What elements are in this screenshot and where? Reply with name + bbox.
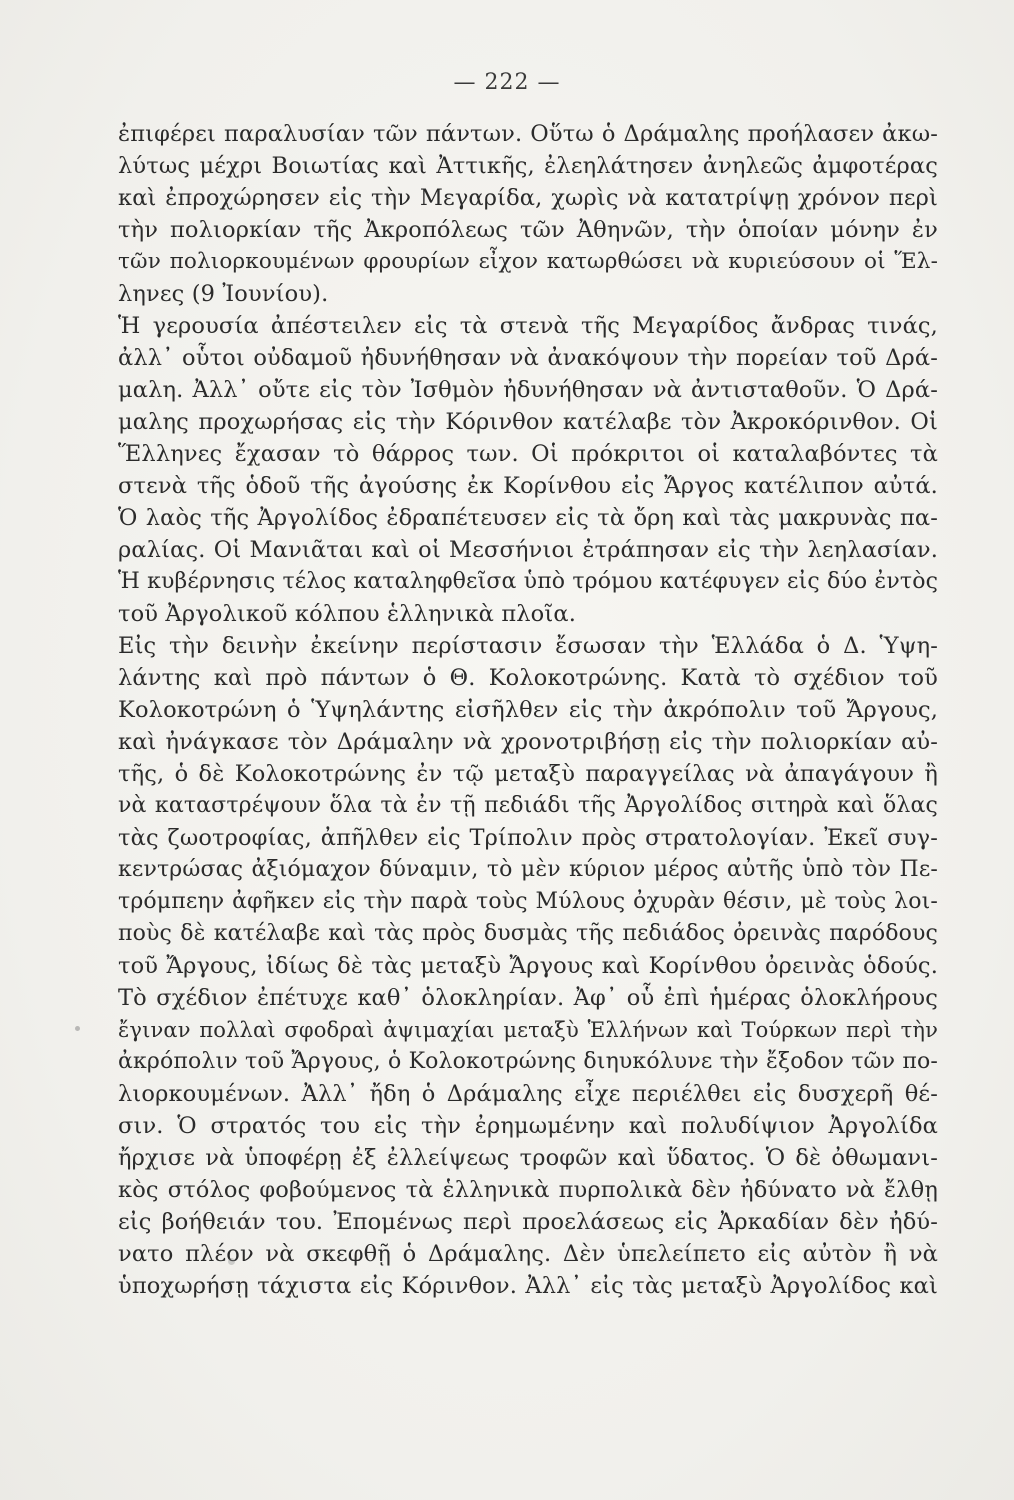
text-line: κὸς στόλος φοβούμενος τὰ ἑλληνικὰ πυρπολικὰ δὲν ἠδύνατο νὰ ἔλθῃ [118, 1177, 938, 1203]
text-line: νὰ καταστρέψουν ὅλα τὰ ἐν τῇ πεδιάδι τῆς Ἀργολίδος σιτηρὰ καὶ ὅλας [118, 793, 938, 818]
text-line: Ἡ γερουσία ἀπέστειλεν εἰς τὰ στενὰ τῆς Μεγαρίδος ἄνδρας τινάς, [118, 313, 938, 339]
text-line: ἤρχισε νὰ ὑποφέρῃ ἐξ ἐλλείψεως τροφῶν καὶ ὕδατος. Ὁ δὲ ὀθωμανι- [118, 1145, 938, 1171]
text-line: καὶ ἠνάγκασε τὸν Δράμαλην νὰ χρονοτριβήσῃ εἰς τὴν πολιορκίαν αὐ- [118, 729, 938, 755]
text-line: ὑποχωρήσῃ τάχιστα εἰς Κόρινθον. Ἀλλ᾽ εἰς τὰς μεταξὺ Ἀργολίδος καὶ [118, 1273, 938, 1299]
text-line: ραλίας. Οἱ Μανιᾶται καὶ οἱ Μεσσήνιοι ἐτράπησαν εἰς τὴν λεηλασίαν. [118, 537, 938, 563]
text-line: Ὁ λαὸς τῆς Ἀργολίδος ἐδραπέτευσεν εἰς τὰ ὄρη καὶ τὰς μακρυνὰς πα- [118, 505, 938, 531]
text-line: τὴν πολιορκίαν τῆς Ἀκροπόλεως τῶν Ἀθηνῶν, τὴν ὁποίαν μόνην ἐν [118, 217, 938, 243]
text-line: λάντης καὶ πρὸ πάντων ὁ Θ. Κολοκοτρώνης. Κατὰ τὸ σχέδιον τοῦ [118, 665, 938, 691]
text-line: τοῦ Ἄργους, ἰδίως δὲ τὰς μεταξὺ Ἄργους καὶ Κορίνθου ὀρεινὰς ὁδούς. [118, 953, 938, 979]
page-number: — 222 — [453, 70, 561, 95]
text-line: Εἰς τὴν δεινὴν ἐκείνην περίστασιν ἔσωσαν τὴν Ἑλλάδα ὁ Δ. Ὑψη- [118, 633, 938, 659]
text-line: τῶν πολιορκουμένων φρουρίων εἶχον κατωρθώσει νὰ κυριεύσουν οἱ Ἕλ- [118, 249, 938, 274]
text-line: στενὰ τῆς ὁδοῦ τῆς ἀγούσης ἐκ Κορίνθου εἰς Ἄργος κατέλιπον αὐτά. [118, 473, 938, 499]
text-line: ἐπιφέρει παραλυσίαν τῶν πάντων. Οὕτω ὁ Δράμαλης προήλασεν ἀκω- [118, 121, 938, 147]
scan-speck [228, 1258, 235, 1265]
text-line: σιν. Ὁ στρατός του εἰς τὴν ἐρημωμένην καὶ πολυδίψιον Ἀργολίδα [118, 1113, 938, 1139]
text-line: Ἡ κυβέρνησις τέλος καταληφθεῖσα ὑπὸ τρόμου κατέφυγεν εἰς δύο ἐντὸς [118, 569, 939, 594]
text-body [118, 118, 938, 1302]
text-line: ληνες (9 Ἰουνίου). [118, 281, 329, 307]
text-line: τὰς ζωοτροφίας, ἀπῆλθεν εἰς Τρίπολιν πρὸς στρατολογίαν. Ἐκεῖ συγ- [118, 825, 938, 851]
text-line: μαλη. Ἀλλ᾽ οὔτε εἰς τὸν Ἰσθμὸν ἠδυνήθησαν νὰ ἀντισταθοῦν. Ὁ Δρά- [118, 377, 938, 403]
text-line: Τὸ σχέδιον ἐπέτυχε καθ᾽ ὁλοκληρίαν. Ἀφ᾽ οὗ ἐπὶ ἡμέρας ὁλοκλήρους [118, 985, 938, 1011]
text-line: καὶ ἐπροχώρησεν εἰς τὴν Μεγαρίδα, χωρὶς νὰ κατατρίψῃ χρόνον περὶ [118, 185, 938, 211]
paragraph-3 [118, 630, 938, 1302]
text-line: τοῦ Ἀργολικοῦ κόλπου ἑλληνικὰ πλοῖα. [118, 601, 576, 627]
text-line: μαλης προχωρήσας εἰς τὴν Κόρινθον κατέλαβε τὸν Ἀκροκόρινθον. Οἱ [118, 409, 938, 435]
text-line: κεντρώσας ἀξιόμαχον δύναμιν, τὸ μὲν κύριον μέρος αὐτῆς ὑπὸ τὸν Πε- [118, 857, 938, 882]
text-line: νατο πλέον νὰ σκεφθῇ ὁ Δράμαλης. Δὲν ὑπελείπετο εἰς αὐτὸν ἢ νὰ [118, 1241, 938, 1267]
text-line: ἀκρόπολιν τοῦ Ἄργους, ὁ Κολοκοτρώνης διηυκόλυνε τὴν ἔξοδον τῶν πο- [118, 1049, 938, 1074]
text-line: Κολοκοτρώνη ὁ Ὑψηλάντης εἰσῆλθεν εἰς τὴν ἀκρόπολιν τοῦ Ἄργους, [118, 697, 938, 723]
text-line: εἰς βοήθειάν του. Ἐπομένως περὶ προελάσεως εἰς Ἀρκαδίαν δὲν ἠδύ- [118, 1209, 938, 1235]
paragraph-1 [118, 118, 938, 310]
paragraph-2 [118, 310, 938, 630]
scan-speck [75, 1026, 80, 1031]
text-line: ποὺς δὲ κατέλαβε καὶ τὰς πρὸς δυσμὰς τῆς πεδιάδος ὀρεινὰς παρόδους [118, 921, 938, 946]
text-line: λύτως μέχρι Βοιωτίας καὶ Ἀττικῆς, ἐλεηλάτησεν ἀνηλεῶς ἀμφοτέρας [118, 153, 938, 179]
text-line: τρόμπεην ἀφῆκεν εἰς τὴν παρὰ τοὺς Μύλους ὀχυρὰν θέσιν, μὲ τοὺς λοι- [118, 889, 938, 914]
text-line: ἀλλ᾽ οὗτοι οὐδαμοῦ ἠδυνήθησαν νὰ ἀνακόψουν τὴν πορείαν τοῦ Δρά- [118, 345, 938, 371]
text-line: ἔγιναν πολλαὶ σφοδραὶ ἀψιμαχίαι μεταξὺ Ἑλλήνων καὶ Τούρκων περὶ τὴν [118, 1018, 938, 1042]
text-line: τῆς, ὁ δὲ Κολοκοτρώνης ἐν τῷ μεταξὺ παραγγείλας νὰ ἀπαγάγουν ἢ [118, 761, 938, 787]
text-line: Ἕλληνες ἔχασαν τὸ θάρρος των. Οἱ πρόκριτοι οἱ καταλαβόντες τὰ [118, 441, 938, 467]
text-line: λιορκουμένων. Ἀλλ᾽ ἤδη ὁ Δράμαλης εἶχε περιέλθει εἰς δυσχερῆ θέ- [118, 1081, 938, 1107]
